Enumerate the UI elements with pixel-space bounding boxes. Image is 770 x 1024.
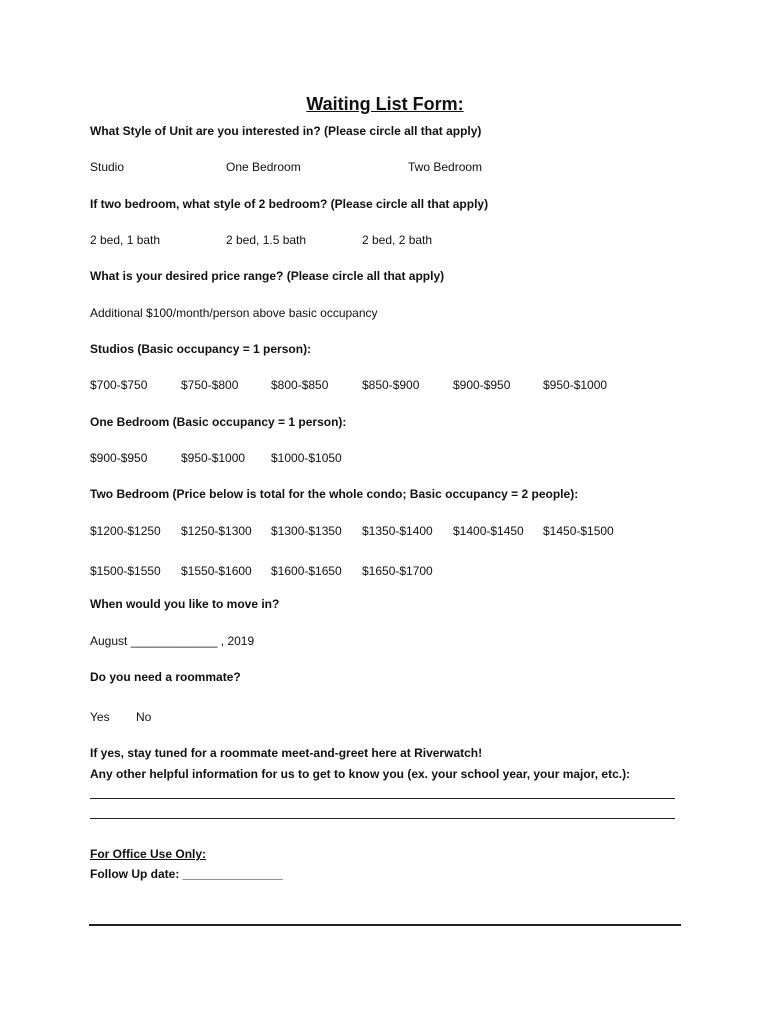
additional-occupancy-note: Additional $100/month/person above basic occupancy [90,306,378,320]
option-2bed-2bath[interactable]: 2 bed, 2 bath [362,233,433,247]
office-use-heading: For Office Use Only: [90,847,207,861]
footer-divider [89,924,681,926]
one-bed-price-option[interactable]: $1000-$1050 [271,451,342,465]
option-no[interactable]: No [136,710,152,724]
question-two-bed-style: If two bedroom, what style of 2 bedroom? (Please circle all that apply) [90,197,489,211]
page-title: Waiting List Form: [306,94,464,114]
two-bed-price-option[interactable]: $1250-$1300 [181,524,252,538]
one-bed-price-option[interactable]: $950-$1000 [181,451,246,465]
studio-price-option[interactable]: $950-$1000 [543,378,608,392]
two-bedroom-heading: Two Bedroom (Price below is total for the whole condo; Basic occupancy = 2 people): [90,487,579,501]
option-two-bedroom[interactable]: Two Bedroom [408,160,483,174]
other-info-line-2[interactable] [90,818,675,819]
two-bed-price-option[interactable]: $1550-$1600 [181,564,252,578]
studio-price-option[interactable]: $900-$950 [453,378,511,392]
question-price-range: What is your desired price range? (Please circle all that apply) [90,269,445,283]
option-yes[interactable]: Yes [90,710,110,724]
two-bed-price-option[interactable]: $1350-$1400 [362,524,433,538]
question-other-info: Any other helpful information for us to get to know you (ex. your school year, your major, etc.): [90,767,631,781]
two-bed-price-option[interactable]: $1200-$1250 [90,524,161,538]
question-move-in: When would you like to move in? [90,597,280,611]
studio-price-option[interactable]: $750-$800 [181,378,239,392]
two-bed-price-option[interactable]: $1600-$1650 [271,564,342,578]
option-one-bedroom[interactable]: One Bedroom [226,160,301,174]
two-bed-price-option[interactable]: $1450-$1500 [543,524,614,538]
option-studio[interactable]: Studio [90,160,125,174]
question-roommate: Do you need a roommate? [90,670,241,684]
one-bed-price-option[interactable]: $900-$950 [90,451,148,465]
studios-heading: Studios (Basic occupancy = 1 person): [90,342,312,356]
two-bed-price-option[interactable]: $1400-$1450 [453,524,524,538]
one-bedroom-heading: One Bedroom (Basic occupancy = 1 person): [90,415,347,429]
question-unit-style: What Style of Unit are you interested in? (Please circle all that apply) [90,124,482,138]
two-bed-price-option[interactable]: $1300-$1350 [271,524,342,538]
roommate-meet-note: If yes, stay tuned for a roommate meet-and-greet here at Riverwatch! [90,746,483,760]
option-2bed-15bath[interactable]: 2 bed, 1.5 bath [226,233,307,247]
option-2bed-1bath[interactable]: 2 bed, 1 bath [90,233,161,247]
move-in-date-field[interactable]: August _____________ , 2019 [90,634,255,648]
other-info-line-1[interactable] [90,798,675,799]
two-bed-price-option[interactable]: $1650-$1700 [362,564,433,578]
follow-up-date-field[interactable]: Follow Up date: _______________ [90,867,283,881]
studio-price-option[interactable]: $800-$850 [271,378,329,392]
studio-price-option[interactable]: $700-$750 [90,378,148,392]
studio-price-option[interactable]: $850-$900 [362,378,420,392]
two-bed-price-option[interactable]: $1500-$1550 [90,564,161,578]
